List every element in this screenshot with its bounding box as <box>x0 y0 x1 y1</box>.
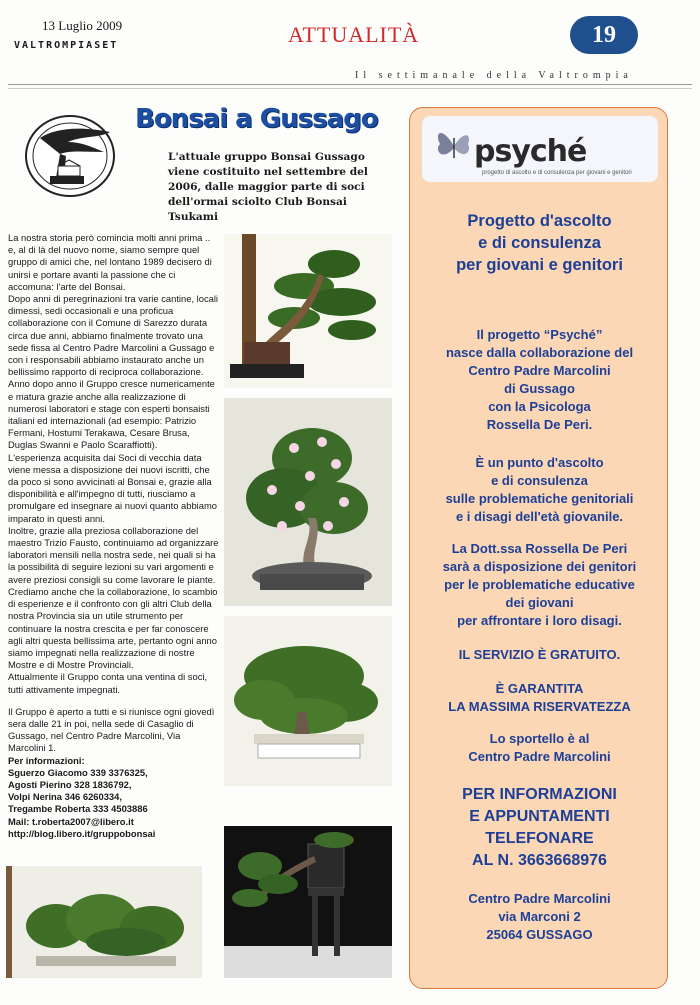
psyche-advertisement <box>409 107 668 989</box>
ad-privacy: È GARANTITA LA MASSIMA RISERVATEZZA <box>448 681 631 714</box>
article-paragraph: Anno dopo anno il Gruppo cresce numericamente e matura grazie anche alla realizzazione di numerosi laboratori e stage con esperti bonsaisti italiani ed internazionali (ad esempio: Patrizio Fermani, Hostumi Terakawa, Cesare Brusa, Duglas Swanni e Paolo Scaraffiotti). <box>8 378 215 451</box>
bonsai-photo-cascade <box>224 826 392 978</box>
ad-desk-location: Lo sportello è al Centro Padre Marcolini <box>468 731 611 764</box>
meeting-info: Il Gruppo è aperto a tutti e si riunisce ogni giovedì sera dalle 21 in poi, nella sede di Casaglio di Gussago, nel Centro Padre Marcolini, Via Marcolini 1. <box>8 705 215 754</box>
bonsai-gussago-logo <box>20 108 124 200</box>
bonsai-photo-azalea <box>224 398 392 606</box>
contact-line: Volpi Nerina 346 6260334, <box>8 791 122 803</box>
header-rule-secondary <box>8 88 692 89</box>
ad-free-service: IL SERVIZIO È GRATUITO. <box>458 647 621 662</box>
article-paragraph: Inoltre, grazie alla preziosa collaborazione del maestro Trizio Fausto, continuiamo ad organizzare laboratori mensili nella nostra sede, nei quali si ha la possibilità di seguire lezioni su vari argomenti e avere preziosi consigli su come lavorare le piante. <box>8 524 219 585</box>
article-body <box>8 232 220 840</box>
ad-phone-number[interactable]: AL N. 3663668976 <box>472 852 607 869</box>
article-paragraph: Attualmente il Gruppo conta una ventina di soci, tutti attivamente impegnati. <box>8 671 208 695</box>
ad-service-description: È un punto d'ascolto e di consulenza sulle problematiche genitoriali e i disagi dell'età giovanile. <box>445 455 634 524</box>
bonsai-photo-forest <box>224 616 392 786</box>
contacts-title: Per informazioni: <box>8 754 85 766</box>
article-intro: L'attuale gruppo Bonsai Gussago viene costituito nel settembre del 2006, dalle maggior parte di soci dell'ormai sciolto Club Bonsai Tsukami <box>168 151 368 223</box>
contact-line: Agosti Pierino 328 1836792, <box>8 778 132 790</box>
psyche-subtitle: progetto di ascolto e di consulenza per giovani e genitori <box>482 170 632 176</box>
contact-line: Tregambe Roberta 333 4503886 <box>8 803 148 815</box>
ad-project-description: Il progetto “Psyché” nasce dalla collaborazione del Centro Padre Marcolini di Gussago con la Psicologa Rossella De Peri. <box>445 327 634 432</box>
header-rule <box>8 84 692 85</box>
ad-call-to-action: PER INFORMAZIONI E APPUNTAMENTI TELEFONARE AL N. 3663668976 <box>410 784 669 872</box>
butterfly-icon <box>432 124 476 168</box>
psyche-wordmark: psyché <box>474 134 587 169</box>
article-paragraph: Crediamo anche che la collaborazione, lo scambio di esperienze e il confronto con gli altri Club della nostra Provincia sia un utile strumento per continuare la nostra crescita e per far conoscere agli altri questa bellissima arte, pertanto ogni anno siamo impegnati nella realizzazione di nostre Mostre e di Mostre Provinciali. <box>8 585 218 671</box>
section-title: ATTUALITÀ <box>288 22 420 47</box>
page-number-badge: 19 <box>570 16 638 54</box>
newspaper-tagline: Il settimanale della Valtrompia <box>355 70 633 81</box>
article-title: Bonsai a Gussago <box>135 104 378 134</box>
bonsai-photo-group-planting <box>6 866 202 978</box>
issue-date: 13 Luglio 2009 <box>42 18 123 33</box>
newspaper-brand: VALTROMPIASET <box>14 40 119 51</box>
contact-email[interactable]: Mail: t.roberta2007@libero.it <box>8 815 134 827</box>
contact-line: Sguerzo Giacomo 339 3376325, <box>8 766 148 778</box>
ad-address: Centro Padre Marcolini via Marconi 2 25064 GUSSAGO <box>468 891 611 942</box>
article-paragraph: L'esperienza acquisita dai Soci di vecchia data viene messa a disposizione dei nuovi iscritti, che da poco si sono avvicinati al Bonsai e, grazie alla disponibilità e all'impegno di tutti, riusciamo a promulgare ed insegnare ai nuovi quanto abbiamo imparato in questi anni. <box>8 451 217 524</box>
psyche-logo <box>422 116 658 182</box>
ad-headline: Progetto d'ascolto e di consulenza per giovani e genitori <box>456 212 623 274</box>
ad-doctor-description: La Dott.ssa Rossella De Peri sarà a disposizione dei genitori per le problematiche educative dei giovani per affrontare i loro disagi. <box>442 541 637 628</box>
article-paragraph: Dopo anni di peregrinazioni tra varie cantine, locali dimessi, sedi occasionali e una proficua collaborazione con il Comune di Sarezzo durata circa due anni, abbiamo finalmente trovato una sede fissa al Centro Padre Marcolini a Gussago e con i responsabili abbiamo instaurato anche un bellissimo rapporto di reciproca collaborazione. <box>8 293 219 378</box>
bonsai-photo-pine <box>224 234 392 388</box>
article-paragraph: La nostra storia però comincia molti anni prima .. e, al di là del nuovo nome, siamo sempre quel gruppo di amici che, nel lontano 1989 decisero di unirsi e portare avanti la passione che ci accomuna: l'arte del Bonsai. <box>8 232 212 292</box>
blog-link[interactable]: http://blog.libero.it/gruppobonsai <box>8 827 156 839</box>
